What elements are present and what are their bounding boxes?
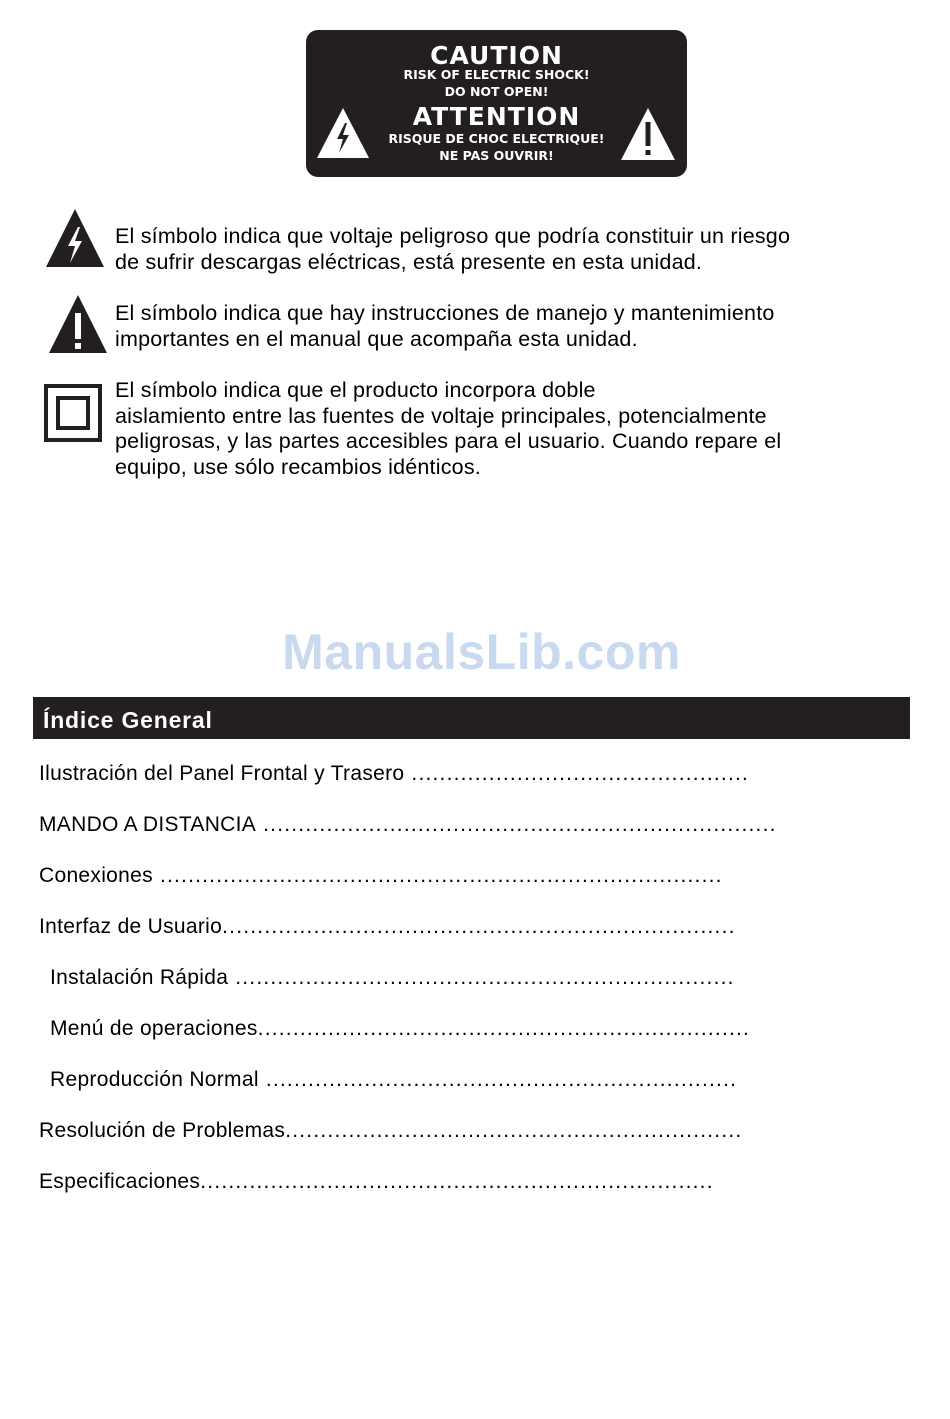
caution-line: DO NOT OPEN! [444,84,549,99]
toc-entry[interactable]: Menú de operaciones...................................................................... [50,1017,751,1040]
lightning-triangle-icon [44,207,106,269]
toc-entry[interactable]: Instalación Rápida ....................................................................... [50,966,735,989]
toc-entry[interactable]: Especificaciones......................................................................... [39,1170,714,1193]
toc-entry[interactable]: Interfaz de Usuario......................................................................... [39,915,736,938]
watermark: ManualsLib.com [282,624,681,680]
caution-title: CAUTION [430,41,563,70]
caution-label [306,30,687,177]
toc-title: Índice General [33,697,910,739]
attention-title: ATTENTION [412,102,581,131]
symbol-description: El símbolo indica que el producto incorpora doble aislamiento entre las fuentes de voltaje principales, potencialmente peligrosas, y las partes accesibles para el usuario. Cuando repare el equipo, use sólo recambios idénticos. [115,378,782,479]
attention-line: NE PAS OUVRIR! [439,148,554,163]
toc-entry[interactable]: MANDO A DISTANCIA ......................................................................... [39,813,777,836]
double-insulation-icon [44,384,102,442]
toc-entry[interactable]: Ilustración del Panel Frontal y Trasero ................................................ [39,762,750,785]
exclamation-triangle-icon [47,293,109,355]
symbol-description: El símbolo indica que hay instrucciones de manejo y mantenimiento importantes en el manual que acompaña esta unidad. [115,301,775,351]
attention-line: RISQUE DE CHOC ELECTRIQUE! [388,131,605,146]
toc-entry[interactable]: Conexiones ................................................................................ [39,864,723,887]
caution-line: RISK OF ELECTRIC SHOCK! [403,67,590,82]
toc-entry[interactable]: Resolución de Problemas................................................................. [39,1119,743,1142]
symbol-description: El símbolo indica que voltaje peligroso que podría constituir un riesgo de sufrir descargas eléctricas, está presente en esta unidad. [115,224,791,274]
exclamation-triangle-icon [620,106,676,162]
toc-entry[interactable]: Reproducción Normal ................................................................... [50,1068,738,1091]
